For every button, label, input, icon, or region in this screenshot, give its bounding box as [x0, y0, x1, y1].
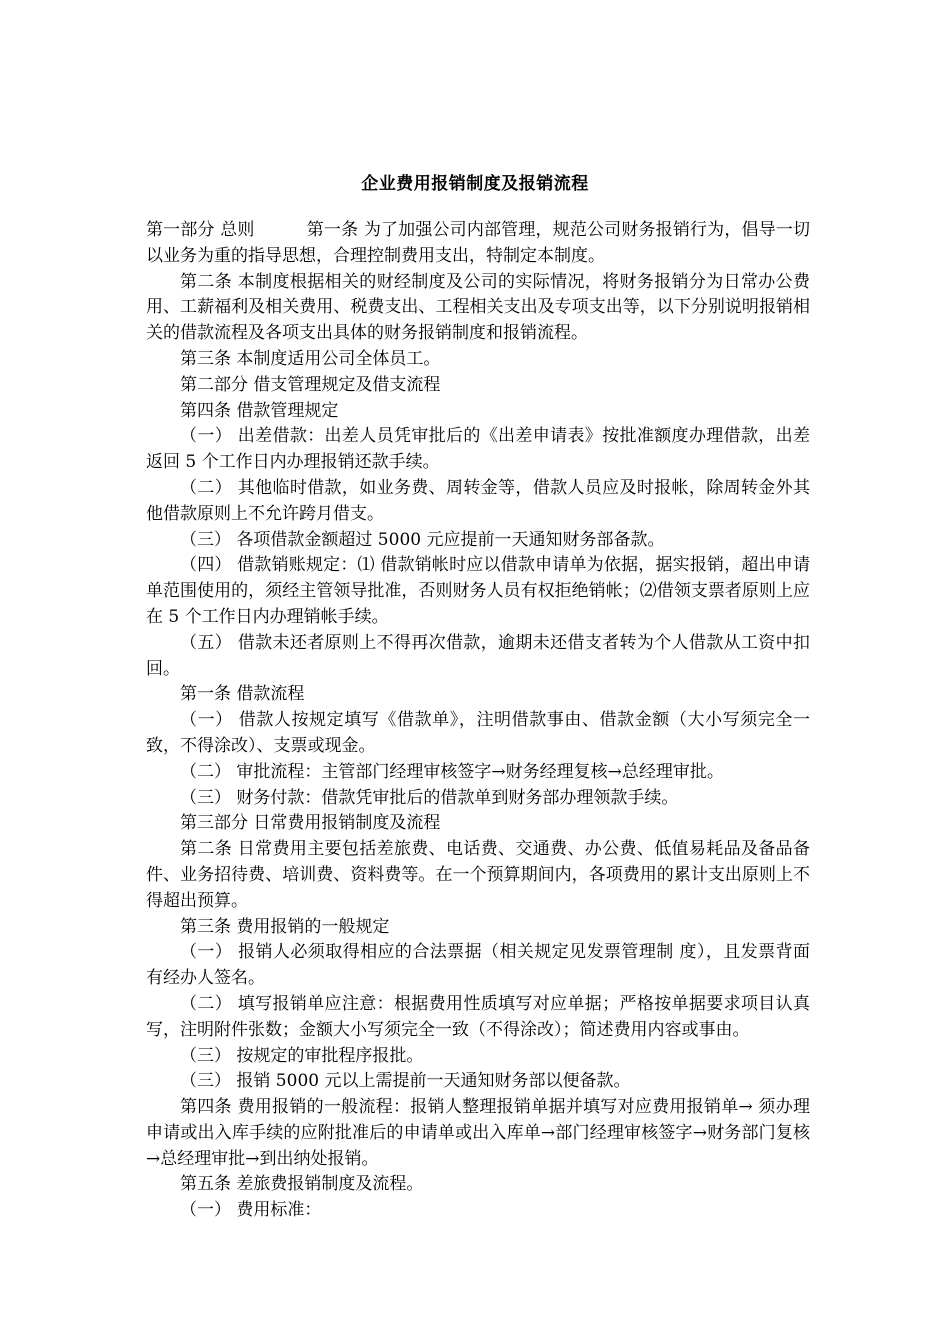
- paragraph: 第五条 差旅费报销制度及流程。: [180, 1174, 424, 1195]
- paragraph: 第四条 费用报销的一般流程：报销人整理报销单据并填写对应费用报销单→ 须办理申请或出入库手续的应附批准后的申请单或出入库单→部门经理审核签字→财务部门复核→总经理审批→到出纳处报销。: [146, 1097, 810, 1169]
- paragraph: 第二条 日常费用主要包括差旅费、电话费、交通费、办公费、低值易耗品及备品备件、业务招待费、培训费、资料费等。在一个预算期间内，各项费用的累计支出原则上不得超出预算。: [146, 839, 810, 911]
- paragraph: （三） 财务付款：借款凭审批后的借款单到财务部办理领款手续。: [180, 787, 679, 808]
- paragraph: （三） 报销 5000 元以上需提前一天通知财务部以便备款。: [180, 1071, 631, 1092]
- paragraph: 第二条 本制度根据相关的财经制度及公司的实际情况，将财务报销分为日常办公费用、工薪福利及相关费用、税费支出、工程相关支出及专项支出等，以下分别说明报销相关的借款流程及各项支出具体的财务报销制度和报销流程。: [146, 271, 810, 344]
- paragraph: 第三条 本制度适用公司全体员工。: [180, 348, 441, 369]
- paragraph: 第四条 借款管理规定: [180, 400, 339, 421]
- paragraph-first-part: [146, 218, 810, 270]
- paragraph: （一） 出差借款：出差人员凭审批后的《出差申请表》按批准额度办理借款，出差返回 5 个工作日内办理报销还款手续。: [146, 426, 810, 473]
- first-part-text: 第一条 为了加强公司内部管理，规范公司财务报销行为，倡导一切以业务为重的指导思想，合理控制费用支出，特制定本制度。: [146, 220, 810, 266]
- paragraph: 第三条 费用报销的一般规定: [180, 916, 390, 937]
- paragraph: （三） 各项借款金额超过 5000 元应提前一天通知财务部备款。: [180, 529, 665, 550]
- paragraph: （一） 费用标准：: [180, 1200, 322, 1221]
- paragraph: （三） 按规定的审批程序报批。: [180, 1045, 424, 1066]
- first-part-heading: 第一部分 总则: [146, 220, 255, 240]
- paragraph: （一） 借款人按规定填写《借款单》，注明借款事由、借款金额（大小写须完全一致，不得涂改）、支票或现金。: [146, 710, 810, 756]
- section-heading: 第二部分 借支管理规定及借支流程: [180, 374, 441, 395]
- paragraph: （四） 借款销账规定：⑴ 借款销帐时应以借款申请单为依据，据实报销，超出申请单范围使用的，须经主管领导批准，否则财务人员有权拒绝销帐；⑵借领支票者原则上应在 5 个工作日内办理销帐手续。: [146, 555, 810, 627]
- paragraph: 第一条 借款流程: [180, 684, 305, 705]
- paragraph: （二） 审批流程：主管部门经理审核签字→财务经理复核→总经理审批。: [180, 761, 724, 782]
- section-heading: 第三部分 日常费用报销制度及流程: [180, 813, 441, 834]
- document-body: [146, 218, 810, 1224]
- paragraph: （二） 填写报销单应注意：根据费用性质填写对应单据；严格按单据要求项目认真写，注明附件张数；金额大小写须完全一致（不得涂改）；简述费用内容或事由。: [146, 993, 810, 1040]
- document-title: 企业费用报销制度及报销流程: [361, 174, 589, 194]
- paragraph: （二） 其他临时借款，如业务费、周转金等，借款人员应及时报帐，除周转金外其他借款原则上不允许跨月借支。: [146, 477, 810, 524]
- paragraph: （一） 报销人必须取得相应的合法票据（相关规定见发票管理制 度），且发票背面有经办人签名。: [146, 942, 810, 989]
- paragraph: （五） 借款未还者原则上不得再次借款，逾期未还借支者转为个人借款从工资中扣回。: [146, 632, 810, 679]
